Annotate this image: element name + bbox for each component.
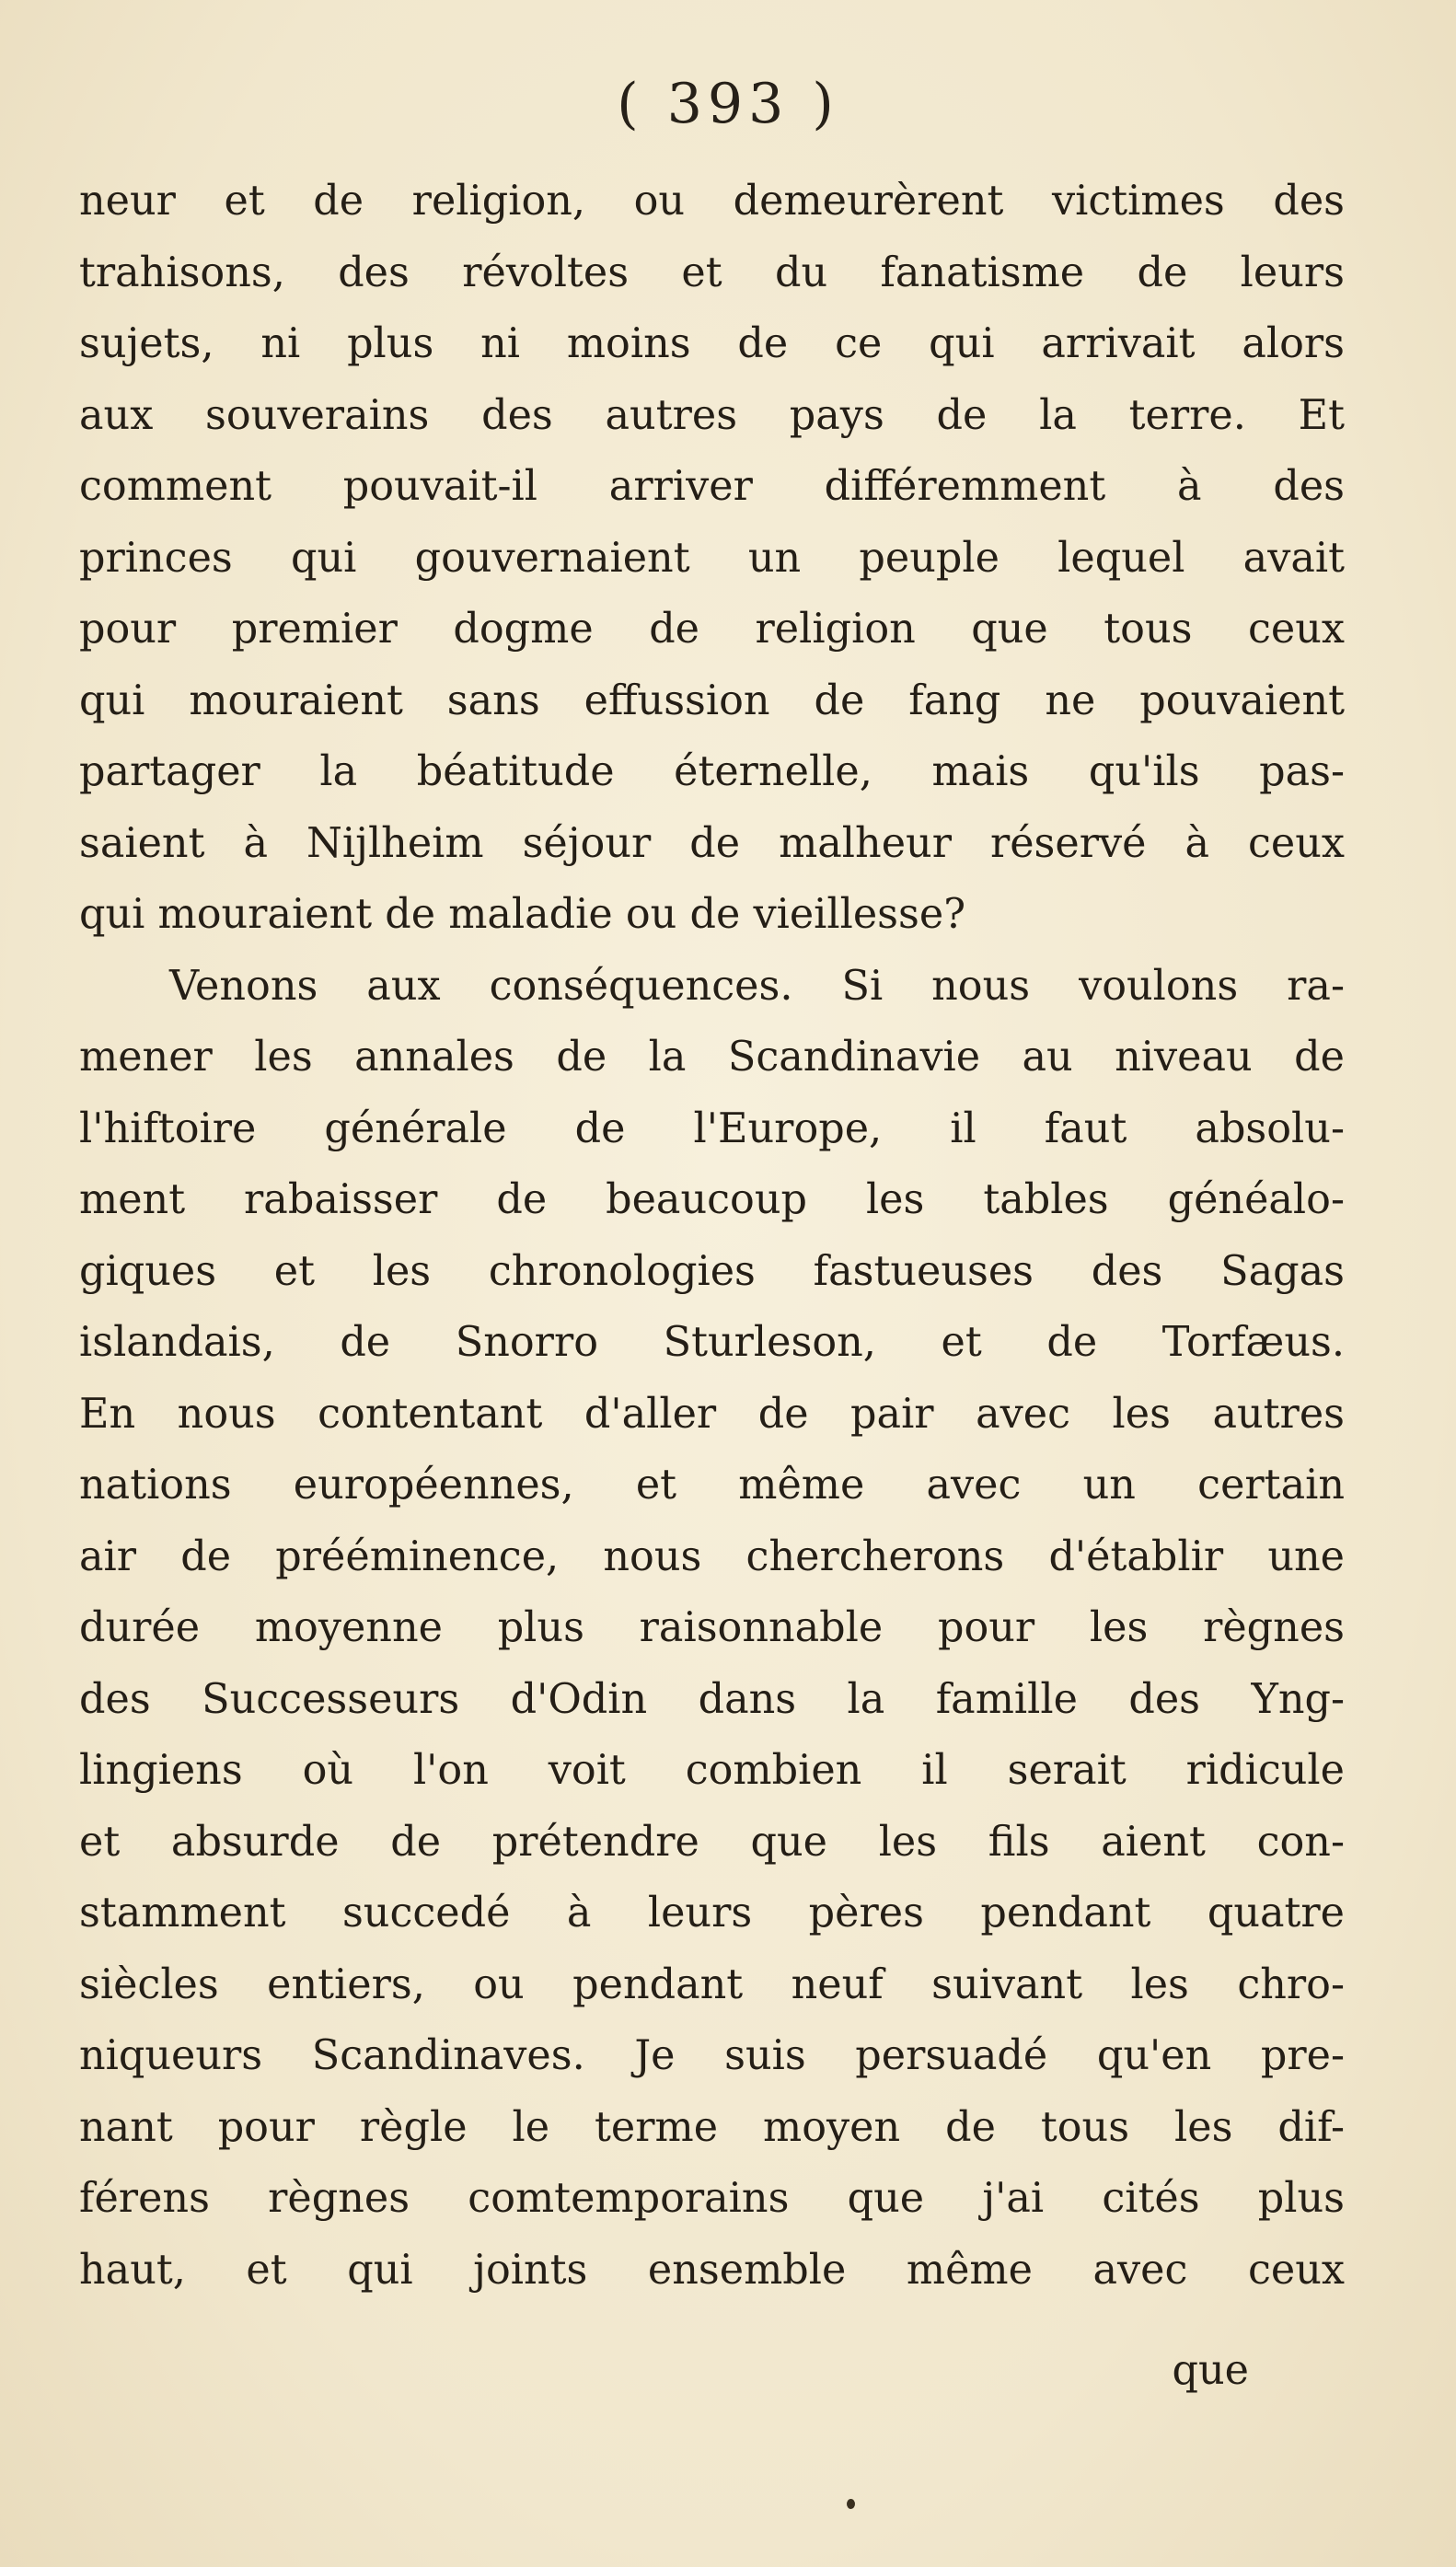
text-line: saient à Nijlheim séjour de malheur réservé à ceux: [79, 819, 1345, 867]
ink-speck: [847, 2499, 855, 2509]
text-line: partager la béatitude éternelle, mais qu'ils pas-: [79, 748, 1345, 795]
text-line: air de prééminence, nous chercherons d'établir une: [79, 1532, 1345, 1580]
text-line: l'hiftoire générale de l'Europe, il faut absolu-: [79, 1104, 1345, 1152]
text-line: mener les annales de la Scandinavie au niveau de: [79, 1034, 1345, 1081]
text-line: lingiens où l'on voit combien il serait ridicule: [79, 1747, 1345, 1794]
page-number: ( 393 ): [617, 72, 839, 136]
text-line: qui mouraient de maladie ou de vieillesse?: [79, 891, 966, 938]
text-line: En nous contentant d'aller de pair avec les autres: [79, 1390, 1345, 1438]
text-line: neur et de religion, ou demeurèrent victimes des: [79, 178, 1345, 225]
text-line: pour premier dogme de religion que tous ceux: [79, 606, 1345, 653]
text-line: sujets, ni plus ni moins de ce qui arrivait alors: [79, 320, 1345, 367]
catchword: que: [1172, 2347, 1249, 2394]
text-line: aux souverains des autres pays de la terre. Et: [79, 391, 1345, 439]
text-line: qui mouraient sans effussion de fang ne pouvaient: [79, 676, 1345, 724]
text-line: et absurde de prétendre que les fils aient con-: [79, 1818, 1345, 1866]
text-line: férens règnes comtemporains que j'ai cités plus: [79, 2175, 1345, 2222]
text-line: giques et les chronologies fastueuses des Sagas: [79, 1247, 1345, 1295]
text-line: siècles entiers, ou pendant neuf suivant les chro-: [79, 1960, 1345, 2008]
text-line: haut, et qui joints ensemble même avec ceux: [79, 2246, 1345, 2294]
body-text: [79, 166, 1345, 2306]
text-line: des Successeurs d'Odin dans la famille des Yng-: [79, 1675, 1345, 1723]
text-line: ment rabaisser de beaucoup les tables généalo-: [79, 1176, 1345, 1223]
text-line: comment pouvait-il arriver différemment à des: [79, 463, 1345, 510]
text-line: nant pour règle le terme moyen de tous les dif-: [79, 2103, 1345, 2151]
text-line: stamment succedé à leurs pères pendant quatre: [79, 1890, 1345, 1937]
text-line: trahisons, des révoltes et du fanatisme de leurs: [79, 249, 1345, 296]
text-line: durée moyenne plus raisonnable pour les règnes: [79, 1604, 1345, 1651]
text-line: Venons aux conséquences. Si nous voulons ra-: [169, 962, 1345, 1010]
text-line: nations européennes, et même avec un certain: [79, 1462, 1345, 1509]
text-line: niqueurs Scandinaves. Je suis persuadé qu'en pre-: [79, 2032, 1345, 2079]
text-line: islandais, de Snorro Sturleson, et de Torfæus.: [79, 1319, 1345, 1366]
text-line: princes qui gouvernaient un peuple lequel avait: [79, 534, 1345, 582]
